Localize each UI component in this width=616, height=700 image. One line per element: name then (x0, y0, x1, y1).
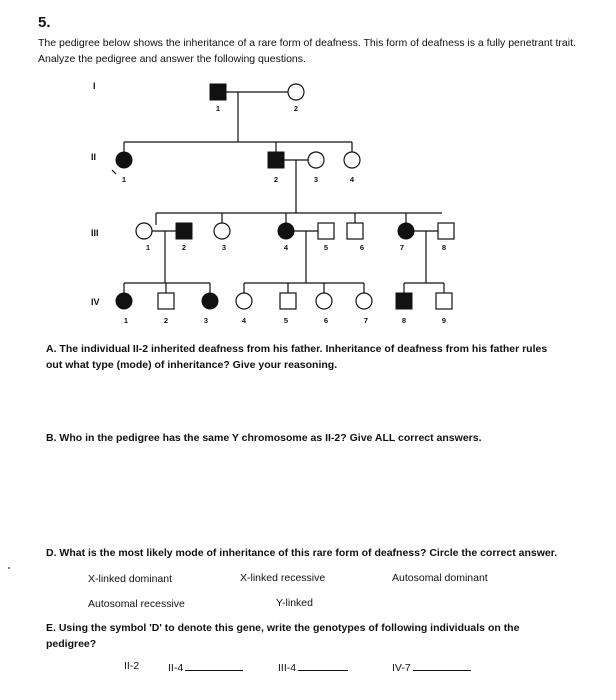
label-II-2: 2 (273, 175, 279, 184)
gen-label-IV: IV (91, 297, 100, 307)
individual-IV-7 (356, 293, 372, 309)
stray-mark (8, 567, 10, 569)
question-D: D. What is the most likely mode of inheritance of this rare form of deafness? Circle the correct answer. (46, 547, 558, 559)
genotype-IV-7 (392, 660, 471, 674)
individual-III-3 (214, 223, 230, 239)
individual-IV-6 (316, 293, 332, 309)
label-IV-7: 7 (363, 316, 369, 325)
question-number: 5. (38, 14, 51, 31)
individual-III-8 (438, 223, 454, 239)
label-IV-6: 6 (323, 316, 329, 325)
proband-arrow (112, 170, 116, 174)
genotype-III-4-label: III-4 (278, 662, 297, 674)
label-II-1: 1 (121, 175, 127, 184)
label-III-1: 1 (145, 243, 151, 252)
genotype-III-4-blank[interactable] (298, 660, 348, 671)
label-III-8: 8 (441, 243, 447, 252)
individual-II-2 (268, 152, 284, 168)
individual-IV-4 (236, 293, 252, 309)
label-IV-4: 4 (241, 316, 247, 325)
label-I-1: 1 (215, 104, 221, 113)
genotype-III-4 (278, 660, 348, 674)
individual-III-2 (176, 223, 192, 239)
individual-III-1 (136, 223, 152, 239)
individual-I-2 (288, 84, 304, 100)
pedigree-chart (0, 0, 616, 340)
individual-IV-5 (280, 293, 296, 309)
label-II-3: 3 (313, 175, 319, 184)
question-B: B. Who in the pedigree has the same Y chromosome as II-2? Give ALL correct answers. (46, 432, 482, 444)
label-III-3: 3 (221, 243, 227, 252)
gen-label-II: II (91, 152, 97, 162)
label-IV-2: 2 (163, 316, 169, 325)
genotype-II-4-label: II-4 (168, 662, 184, 674)
gen-label-I: I (93, 81, 96, 91)
individual-I-1 (210, 84, 226, 100)
label-II-4: 4 (349, 175, 355, 184)
label-IV-1: 1 (123, 316, 129, 325)
option-x-linked-dominant[interactable]: X-linked dominant (88, 573, 173, 585)
label-IV-9: 9 (441, 316, 447, 325)
individual-III-7 (398, 223, 414, 239)
option-autosomal-dominant[interactable]: Autosomal dominant (392, 572, 488, 584)
individual-III-5 (318, 223, 334, 239)
individual-III-4 (278, 223, 294, 239)
label-III-5: 5 (323, 243, 329, 252)
individual-II-4 (344, 152, 360, 168)
label-III-2: 2 (181, 243, 187, 252)
label-IV-3: 3 (203, 316, 209, 325)
label-IV-5: 5 (283, 316, 289, 325)
option-y-linked[interactable]: Y-linked (276, 597, 313, 609)
genotype-IV-7-label: IV-7 (392, 662, 411, 674)
label-III-7: 7 (399, 243, 405, 252)
individual-IV-1 (116, 293, 132, 309)
individual-IV-3 (202, 293, 218, 309)
genotype-II-4 (168, 660, 243, 674)
individual-II-3 (308, 152, 324, 168)
label-IV-8: 8 (401, 316, 407, 325)
individual-III-6 (347, 223, 363, 239)
question-E: E. Using the symbol 'D' to denote this gene, write the genotypes of following individuals on the pedigree? (46, 622, 520, 650)
gen-label-III: III (91, 228, 99, 238)
question-A: A. The individual II-2 inherited deafness from his father. Inheritance of deafness from his father rules out what type (mode) of inheritance? Give your reasoning. (46, 343, 548, 371)
genotype-II-4-blank[interactable] (185, 660, 243, 671)
option-autosomal-recessive[interactable]: Autosomal recessive (88, 598, 185, 610)
label-III-6: 6 (359, 243, 365, 252)
individual-IV-8 (396, 293, 412, 309)
individual-II-1 (116, 152, 132, 168)
label-I-2: 2 (293, 104, 299, 113)
individual-IV-9 (436, 293, 452, 309)
label-III-4: 4 (283, 243, 289, 252)
genotype-II-2-label: II-2 (124, 660, 140, 672)
question-intro: The pedigree below shows the inheritance of a rare form of deafness. This form of deafness is a fully penetrant trait. Analyze the pedigree and answer the following questions. (38, 37, 576, 65)
option-x-linked-recessive[interactable]: X-linked recessive (240, 572, 326, 584)
genotype-IV-7-blank[interactable] (413, 660, 471, 671)
individual-IV-2 (158, 293, 174, 309)
